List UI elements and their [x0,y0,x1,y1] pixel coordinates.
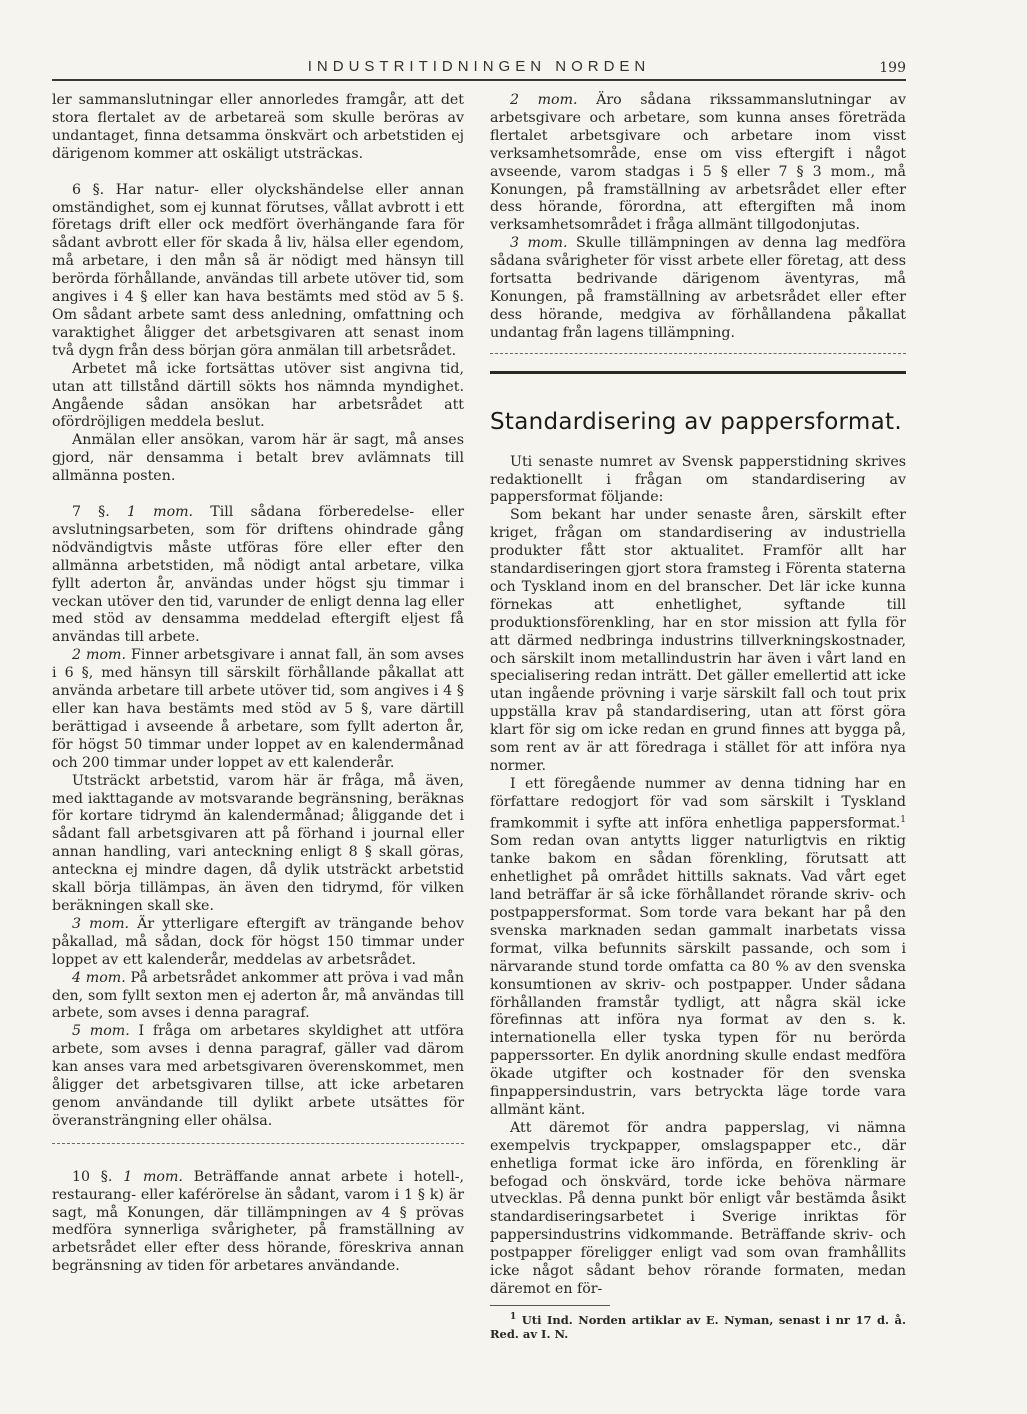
header-rule [52,79,906,81]
paragraph-text: Till sådana förberedelse- eller avslutningsarbeten, som för driftens ohindrade gång nödvändigtvis måste utföras före eller efter den allmänna arbetstiden, må nödigt antal arbetare, vilka fyllt aderton år, användas under högst sju timmar i veckan utöver den tid, varunder de enligt denna lag eller med stöd av densamma meddelad eftergift eljest få användas till arbete. [52,504,464,646]
footnote-reference: 1 [900,814,906,825]
dashed-separator [490,353,906,355]
paragraph-text: Som redan ovan antytts ligger naturligtvis en riktig tanke bakom en sådan förenkling, förutsatt att enhetlighet på området hittills saknats. Vad vårt eget land beträffar är så icke förhållandet rörande skriv- och postpappersformat. Som torde vara bekant har på den svenska marknaden sedan gammalt inarbetats vissa format, vilka befunnits särskilt passande, och som i närvarande stund torde omfatta ca 80 % av den svenska konsumtionen av skriv- och postpapper. Under sådana förhållanden framstår tydligt, att några skäl icke förefinnas att införa nya format av den s. k. internationella eller tyska typen för nu berörda papperssorter. En dylik anordning skulle endast medföra ökade utgifter och kostnader för den svenska finpappersindustrin, vars betryckta läge torde vara allmänt känt. [490,833,906,1118]
moment-label: 2 mom. [72,647,127,664]
paragraph [52,1169,464,1276]
paragraph-text: Skulle tillämpningen av denna lag medföra sådana svårigheter för visst arbete eller företag, att dess fortsatta bedrivande därigenom äventyras, må Konungen, på framställning av arbetsrådet eller efter dess hörande, medgiva av förhållandena påkallat undantag från lagens tillämpning. [490,235,907,341]
left-column [52,92,464,1276]
paragraph: Att däremot för andra papperslag, vi nämna exempelvis tryckpapper, omslagspapper etc., där enhetliga format icke äro införda, en förenkling är befogad och önskvärd, torde icke behöva närmare utvecklas. På denna punkt bör enligt vår bestämda åsikt standardiseringsarbetet i Sverige inriktas för pappersindustrins vidkommande. Beträffande skriv- och postpapper föreligger enligt vad som ovan framhållits icke något sådant behov rörande formaten, medan däremot en för- [490,1119,906,1298]
moment-label: 1 mom. [126,504,194,521]
footnote [490,1310,906,1341]
moment-label: 1 mom. [123,1168,183,1185]
paragraph-text: Beträffande annat arbete i hotell-, restaurang- eller kaférörelse än sådant, varom i 1 § k) är sagt, må Konungen, där tillämpningen av 4 § prövas medföra synnerliga svårigheter, på framställning av arbetsrådet eller efter dess hörande, föreskriva annan begränsning av tiden för arbetares användande. [52,1168,465,1275]
paragraph [52,970,464,1024]
paragraph: Utsträckt arbetstid, varom här är fråga, må även, med iakttagande av motsvarande begränsning, beräknas för kortare tidrymd än kalendermånad; åliggande det i sådant fall arbetsgivaren att på förhand i journal eller annan handling, vari anteckning enligt 8 § skall göras, anteckna ej mindre dagen, då dylik utsträckt arbetstid skall börja tillämpas, än även den tidrymd, för vilken beräkningen skall ske. [52,772,464,914]
paragraph: ler sammanslutningar eller annorledes framgår, att det stora flertalet av de arbetareä som skulle beröras av undantaget, finna detsamma önskvärt och arbetstiden ej därigenom kommer att oskäligt utsträckas. [52,92,464,162]
paragraph-text: Äro sådana rikssammanslutningar av arbetsgivare och arbetare, som kunna anses företräda flertalet arbetsgivare och arbetare inom visst verksamhetsområde, ense om viss eftergift i något avseende, varom stadgas i 5 § eller 7 § 3 mom., må Konungen, på framställning av arbetsrådet eller efter dess hörande, förordna, att eftergiften må inom verksamhetsområdet i fråga allmänt tillgodonjutas. [490,92,906,234]
dashed-separator [52,1143,464,1145]
paragraph: Uti senaste numret av Svensk papperstidning skrives redaktionellt i frågan om standardisering av pappersformat följande: [490,453,906,506]
section-number: 7 §. [72,504,110,521]
paragraph [52,504,464,647]
paragraph-text: Är ytterligare eftergift av trängande behov påkallad, må sådan, dock för högst 150 timmar under loppet av ett kalenderår, meddelas av arbetsrådet. [52,915,464,968]
article-title: Standardisering av pappersformat. [490,408,902,435]
paragraph [52,916,464,970]
moment-label: 5 mom. [72,1023,130,1040]
footnote-mark: 1 [510,1311,517,1322]
running-title: INDUSTRITIDNINGEN NORDEN [307,58,651,75]
paragraph-text: I fråga om arbetares skyldighet att utföra arbete, som avses i denna paragraf, gäller vad därom kan anses vara med arbetsgivaren överenskommet, men åligger det arbetsgivaren tillse, att icke arbetaren genom användande till dylikt arbete utsättes för överansträngning eller ohälsa. [52,1023,464,1129]
footnote-text: Uti Ind. Norden artiklar av E. Nyman, senast i nr 17 d. å. Red. av I. N. [490,1312,906,1341]
paragraph-text: Finner arbetsgivare i annat fall, än som avses i 6 §, med hänsyn till särskilt förhållande påkallat att använda arbetare till arbete utöver tid, som angives i 4 § eller kan hava bestämts med stöd av 5 §, vare därtill berättigad i avseende å arbetare, som fyllt aderton år, för högst 50 timmar under loppet av en kalendermånad och 200 timmar under loppet av ett kalenderår. [52,647,465,771]
paragraph-text: I ett föregående nummer av denna tidning har en författare redogjort för vad som särskilt i Tyskland framkommit i syfte att införa enhetliga pappersformat. [490,775,906,832]
paragraph: Som bekant har under senaste åren, särskilt efter kriget, frågan om standardisering av industriella produkter fått stor aktualitet. Framför allt har standardiseringen gjort stora framsteg i Förenta staterna och Tyskland inom en del branscher. Det lär icke kunna förnekas att enhetlighet, syftande till produktionsförenkling, har en stor mission att fylla för att därmed nedbringa industrins tillverkningskostnader, och särskilt inom metallindustrin har även i vårt land en specialisering redan inträtt. Det gäller emellertid att icke utan ingående prövning i varje särskilt fall och tout prix uppställa krav på standardisering, utan att först göra klart för sig om icke redan en grund finnes att bygga på, som rent av är att föredraga i stället för att införa nya normer. [490,507,906,774]
paragraph: 6 §. Har natur- eller olyckshändelse eller annan omständighet, som ej kunnat förutses, vållat avbrott i ett företags drift eller ock medfört överhängande fara för sådant avbrott eller för skada å liv, hälsa eller egendom, må arbetare, i den mån så är nödigt med hänsyn till berörda förhållande, användas till arbete utöver tid, som angives i 4 § eller kan hava bestämts med stöd av 5 §. Om sådant arbete samt dess anledning, omfattning och varaktighet åligger det arbetsgivaren att senast inom två dygn från dess början göra anmälan till arbetsrådet. [52,181,464,359]
paragraph [52,647,464,772]
footnote-rule [490,1305,610,1306]
right-column [490,92,906,1341]
paragraph: Arbetet må icke fortsättas utöver sist angivna tid, utan att tillstånd därtill sökts hos nämnda myndighet. Angående sådan ansökan har arbetsrådet att ofördröjligen meddela beslut. [52,360,464,431]
moment-label: 2 mom. [510,92,578,108]
moment-label: 3 mom. [510,235,568,252]
paragraph [490,92,906,235]
paragraph [490,235,906,342]
paragraph [490,776,906,1120]
moment-label: 3 mom. [72,915,130,932]
section-number: 10 §. [72,1168,113,1185]
section-rule [490,371,906,374]
moment-label: 4 mom. [72,969,126,986]
page-number: 199 [879,60,906,76]
paragraph [52,1023,464,1130]
paragraph-text: På arbetsrådet ankommer att pröva i vad mån den, som fyllt sexton men ej aderton år, må användas till arbete, som avses i denna paragraf. [52,969,464,1022]
paragraph: Anmälan eller ansökan, varom här är sagt, må anses gjord, när densamma i betalt brev avlämnats till allmänna posten. [52,432,464,485]
